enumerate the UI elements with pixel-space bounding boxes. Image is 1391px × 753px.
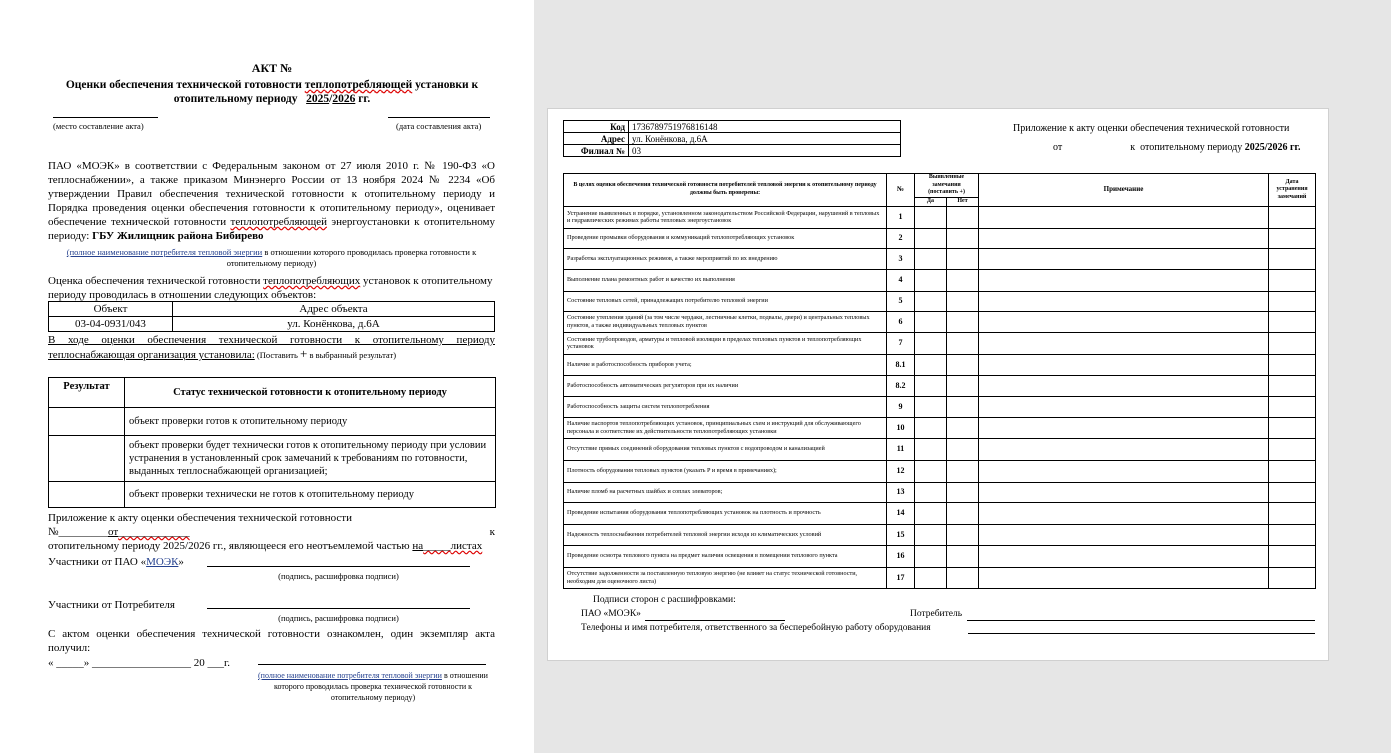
date-line [388,117,490,118]
checklist-no-cell[interactable] [947,482,979,502]
place-label: (место составление акта) [53,121,144,131]
checklist-item-text: Наличие пломб на расчетных шайбах и соплах элеваторов; [564,482,887,502]
status-option-conditional: объект проверки будет технически готов к отопительному периоду при условии устранения в установленный срок замечаний к требованиям по готовности, выданных теплоснабжающей организацией; [125,436,496,482]
place-line [53,117,158,118]
status-checkbox-2[interactable] [49,436,125,482]
branch-value: 03 [629,145,901,157]
checklist-item-number: 15 [887,524,915,545]
checklist-row [564,460,1316,482]
checklist-yes-cell[interactable] [915,482,947,502]
checklist-note-cell[interactable] [979,417,1269,438]
objects-header-address: Адрес объекта [173,302,495,317]
checklist-yes-cell[interactable] [915,248,947,269]
moek-sign-line[interactable] [645,620,785,621]
checklist-note-cell[interactable] [979,524,1269,545]
checklist-row [564,311,1316,332]
consumer-note: (полное наименование потребителя тепловой энергии в отношении которого проводилась проверка готовности к отопительному периоду) [66,247,477,268]
checklist-row [564,332,1316,354]
checklist-yes-cell[interactable] [915,206,947,228]
checklist-row [564,269,1316,291]
checklist-item-number: 13 [887,482,915,502]
checklist-item-number: 8.1 [887,354,915,375]
objects-intro: Оценка обеспечения технической готовности теплопотребляющих установок к отопительному периоду проводилась в отношении следующих объектов: [48,275,493,301]
checklist-row [564,248,1316,269]
objects-header-object: Объект [49,302,173,317]
code-table [563,120,901,157]
checklist-yes-cell[interactable] [915,228,947,248]
checklist-yes-cell[interactable] [915,269,947,291]
checklist-item-text: Разработка эксплуатационных режимов, а также мероприятий по их внедрению [564,248,887,269]
checklist-item-number: 12 [887,460,915,482]
checklist-no-cell[interactable] [947,375,979,396]
checklist-item-number: 5 [887,291,915,311]
checklist-no-cell[interactable] [947,311,979,332]
checklist-item-number: 3 [887,248,915,269]
checklist-yes-cell[interactable] [915,502,947,524]
result-intro: В ходе оценки обеспечения технической готовности к отопительному периоду теплоснабжающая организация установила: (Поставить + в выбранный результат) [48,334,495,361]
final-note: (полное наименование потребителя тепловой энергии в отношении которого проводилась проверка технической готовности к отопительному периоду) [258,671,488,702]
acquainted-text: С актом оценки обеспечения технической готовности ознакомлен, один экземпляр акта получил: [48,628,495,654]
checklist-row [564,417,1316,438]
receipt-signature-line[interactable] [258,664,486,665]
checklist-date-cell[interactable] [1269,311,1316,332]
checklist-note-cell[interactable] [979,311,1269,332]
status-checkbox-1[interactable] [49,408,125,436]
checklist-item-number: 6 [887,311,915,332]
checklist-item-text: Проведение осмотра теплового пункта на предмет наличия освещения в помещении теплового пункта [564,545,887,567]
objects-table [48,301,495,332]
checklist-note-cell[interactable] [979,228,1269,248]
checklist-date-cell[interactable] [1269,248,1316,269]
participants-moek: Участники от ПАО «МОЭК» [48,556,184,568]
checklist-note-cell[interactable] [979,354,1269,375]
checklist-yes-cell[interactable] [915,524,947,545]
checklist-date-cell[interactable] [1269,269,1316,291]
checklist-item-number: 11 [887,438,915,460]
checklist-no-cell[interactable] [947,396,979,417]
object-id: 03-04-0931/043 [49,317,173,332]
checklist-note-cell[interactable] [979,502,1269,524]
checklist-date-cell[interactable] [1269,354,1316,375]
checklist-note-cell[interactable] [979,375,1269,396]
checklist-date-cell[interactable] [1269,482,1316,502]
checklist-item-text: Наличие паспортов теплопотребляющих установок, принципиальных схем и инструкций для обслуживающего персонала и соответствие их действительности теплопотребляющих установки [564,417,887,438]
checklist-date-cell[interactable] [1269,228,1316,248]
checklist-date-cell[interactable] [1269,332,1316,354]
checklist-item-number: 1 [887,206,915,228]
checklist-item-text: Проведение испытания оборудования теплопотребляющих установок на плотность и прочность [564,502,887,524]
act-title: АКТ № [251,61,293,75]
checklist-note-cell[interactable] [979,567,1269,588]
participants-consumer: Участники от Потребителя [48,599,175,611]
checklist-row [564,291,1316,311]
checklist-note-cell[interactable] [979,332,1269,354]
checklist-table [563,173,1316,589]
checklist-row [564,524,1316,545]
checklist-date-cell[interactable] [1269,417,1316,438]
checklist-header-note: Примечание [979,174,1269,207]
checklist-header-date: Дата устранения замечаний [1269,174,1316,207]
checklist-yes-cell[interactable] [915,291,947,311]
phones-line[interactable] [968,633,1315,634]
checklist-row [564,567,1316,588]
checklist-row [564,545,1316,567]
checklist-yes-cell[interactable] [915,375,947,396]
checklist-note-cell[interactable] [979,291,1269,311]
checklist-yes-cell[interactable] [915,567,947,588]
moek-signature-label: (подпись, расшифровка подписи) [278,571,399,581]
checklist-item-number: 7 [887,332,915,354]
moek-signature-line[interactable] [207,566,470,567]
phones-label: Телефоны и имя потребителя, ответственного за бесперебойную работу оборудования [581,623,931,633]
checklist-row [564,375,1316,396]
status-option-ready: объект проверки готов к отопительному периоду [125,408,496,436]
checklist-item-number: 10 [887,417,915,438]
checklist-item-number: 17 [887,567,915,588]
branch-label: Филиал № [564,145,629,157]
checklist-row [564,438,1316,460]
checklist-date-cell[interactable] [1269,524,1316,545]
checklist-item-text: Отсутствие прямых соединений оборудования тепловых пунктов с водопроводом и канализацией [564,438,887,460]
checklist-header-yes: Да [915,198,947,207]
checklist-row [564,228,1316,248]
consumer-name: ГБУ Жилищник района Бибирево [92,230,264,242]
checklist-item-text: Надежность теплоснабжения потребителей тепловой энергии исходя из климатических условий [564,524,887,545]
receipt-date: « _____» __________________ 20 ___г. [48,657,231,669]
consumer-signature-label: (подпись, расшифровка подписи) [278,613,399,623]
checklist-item-text: Проведение промывки оборудования и коммуникаций теплопотребляющих установок [564,228,887,248]
checklist-yes-cell[interactable] [915,354,947,375]
checklist-row [564,396,1316,417]
checklist-date-cell[interactable] [1269,460,1316,482]
status-checkbox-3[interactable] [49,482,125,508]
checklist-yes-cell[interactable] [915,438,947,460]
appendix-subtitle: от к отопительному периоду 2025/2026 гг. [1053,142,1301,153]
checklist-item-text: Состояние трубопроводов, арматуры и тепловой изоляции в пределах тепловых пунктов и теплопотребляющих установок [564,332,887,354]
checklist-item-text: Наличие и работоспособность приборов учета; [564,354,887,375]
checklist-item-text: Устранение выявленных в порядке, установленном законодательством Российской Федерации, нарушений в тепловых и гидравлических режимах работы тепловых энергоустановок [564,206,887,228]
checklist-header-no: Нет [947,198,979,207]
checklist-item-number: 14 [887,502,915,524]
checklist-item-text: Выполнение плана ремонтных работ и качество их выполнения [564,269,887,291]
checklist-item-text: Состояние утепления зданий (за том числе чердаки, лестничные клетки, подвалы, двери) и центральных тепловых пунктов, а также индивидуальных тепловых пунктов [564,311,887,332]
checklist-note-cell[interactable] [979,545,1269,567]
checklist-item-number: 2 [887,228,915,248]
address-value: ул. Конёнкова, д.6А [629,133,901,145]
checklist-yes-cell[interactable] [915,545,947,567]
code-value: 1736789751976816148 [629,121,901,133]
checklist-date-cell[interactable] [1269,567,1316,588]
checklist-note-cell[interactable] [979,438,1269,460]
status-header-status: Статус технической готовности к отопительному периоду [125,378,496,408]
checklist-row [564,482,1316,502]
checklist-no-cell[interactable] [947,417,979,438]
act-page [0,0,534,753]
checklist-no-cell[interactable] [947,248,979,269]
act-subtitle: Оценки обеспечения технической готовности теплопотребляющей установки к отопительному периоду 2025/2026 гг. [65,79,479,105]
appendix-reference: Приложение к акту оценки обеспечения технической готовности №_________от_____________ к отопительному периоду 2025/2026 гг., являющееся его неотъемлемой частью на_____листах [48,512,495,552]
checklist-no-cell[interactable] [947,524,979,545]
checklist-no-cell[interactable] [947,291,979,311]
checklist-item-text: Отсутствие задолженности за поставленную тепловую энергию (не влияет на статус технической готовности, необходим для оценочного листа) [564,567,887,588]
checklist-no-cell[interactable] [947,269,979,291]
appendix-page [547,108,1329,661]
checklist-row [564,354,1316,375]
consumer-signature-line[interactable] [207,608,470,609]
checklist-note-cell[interactable] [979,206,1269,228]
checklist-note-cell[interactable] [979,460,1269,482]
checklist-yes-cell[interactable] [915,311,947,332]
checklist-no-cell[interactable] [947,502,979,524]
checklist-date-cell[interactable] [1269,291,1316,311]
checklist-row [564,502,1316,524]
checklist-note-cell[interactable] [979,482,1269,502]
checklist-no-cell[interactable] [947,567,979,588]
checklist-item-text: Плотность оборудования тепловых пунктов (указать Р и время в примечаниях); [564,460,887,482]
code-label: Код [564,121,629,133]
checklist-no-cell[interactable] [947,545,979,567]
checklist-header-purpose: В целях оценки обеспечения технической готовности потребителей тепловой энергии к отопительному периоду должны быть проверены: [564,174,887,207]
checklist-note-cell[interactable] [979,269,1269,291]
object-address: ул. Конёнкова, д.6А [173,317,495,332]
status-header-result: Результат [49,378,125,408]
checklist-date-cell[interactable] [1269,375,1316,396]
consumer-sign-label: Потребитель [910,609,963,619]
signatures-title: Подписи сторон с расшифровками: [593,595,736,605]
consumer-sign-line[interactable] [967,620,1315,621]
checklist-note-cell[interactable] [979,396,1269,417]
status-option-not-ready: объект проверки технически не готов к отопительному периоду [125,482,496,508]
moek-sign-label: ПАО «МОЭК» [581,609,641,619]
checklist-header-remarks: Выявленные замечания (поставить +) [915,174,979,198]
checklist-date-cell[interactable] [1269,396,1316,417]
checklist-no-cell[interactable] [947,228,979,248]
checklist-item-text: Работоспособность защиты систем теплопотребления [564,396,887,417]
status-table [48,377,496,508]
address-label: Адрес [564,133,629,145]
checklist-row [564,206,1316,228]
checklist-item-number: 8.2 [887,375,915,396]
date-label: (дата составления акта) [396,121,482,131]
checklist-item-number: 16 [887,545,915,567]
checklist-no-cell[interactable] [947,354,979,375]
checklist-date-cell[interactable] [1269,545,1316,567]
intro-paragraph: ПАО «МОЭК» в соответствии с Федеральным законом от 27 июля 2010 г. № 190-ФЗ «О теплоснабжении», а также приказом Минэнерго России от 13 ноября 2024 № 2234 «Об утверждении Правил обеспечения технической готовности к отопительному периоду и Порядка проведения оценки обеспечения готовности к отопительному периоду», оценивает обеспечение технической готовности теплопотребляющей энергоустановки к отопительному периоду: ГБУ Жилищник района Бибирево [48,160,495,242]
checklist-yes-cell[interactable] [915,417,947,438]
checklist-no-cell[interactable] [947,332,979,354]
checklist-item-number: 4 [887,269,915,291]
checklist-note-cell[interactable] [979,248,1269,269]
appendix-title: Приложение к акту оценки обеспечения технической готовности [1013,123,1290,134]
checklist-date-cell[interactable] [1269,502,1316,524]
checklist-item-text: Работоспособность автоматических регуляторов при их наличии [564,375,887,396]
checklist-no-cell[interactable] [947,206,979,228]
checklist-header-num: № [887,174,915,207]
checklist-date-cell[interactable] [1269,206,1316,228]
checklist-date-cell[interactable] [1269,438,1316,460]
checklist-no-cell[interactable] [947,460,979,482]
checklist-yes-cell[interactable] [915,332,947,354]
checklist-yes-cell[interactable] [915,460,947,482]
checklist-item-number: 9 [887,396,915,417]
checklist-yes-cell[interactable] [915,396,947,417]
checklist-no-cell[interactable] [947,438,979,460]
checklist-item-text: Состояние тепловых сетей, принадлежащих потребителю тепловой энергии [564,291,887,311]
